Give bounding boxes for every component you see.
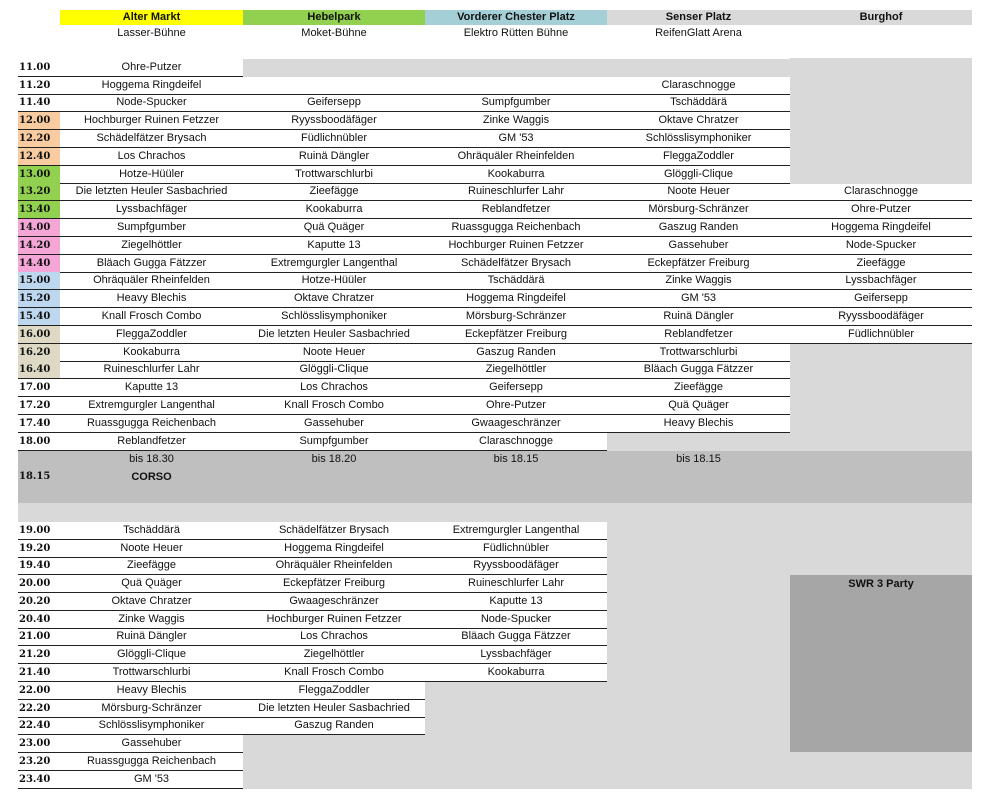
act-cell: Oktave Chratzer — [658, 114, 739, 127]
act-cell: Eckepfätzer Freiburg — [282, 577, 386, 590]
act-cell: Schlösslisymphoniker — [98, 719, 205, 732]
inactive-cell — [790, 166, 972, 184]
act-cell: Extremgurgler Langenthal — [452, 524, 580, 537]
inactive-cell — [243, 771, 425, 789]
stage-header-senser-platz: Senser Platz — [607, 10, 790, 25]
act-cell: Ohräquäler Rheinfelden — [93, 274, 210, 287]
time-slot: 19.20 — [19, 543, 51, 555]
time-slot: 13.20 — [18, 183, 60, 201]
act-cell: Gassehuber — [121, 737, 182, 750]
inactive-cell — [607, 664, 790, 682]
inactive-cell — [425, 700, 607, 718]
act-cell — [243, 77, 425, 95]
inactive-cell — [790, 130, 972, 148]
act-cell: Gassehuber — [668, 239, 729, 252]
act-cell: Heavy Blechis — [663, 417, 734, 430]
act-cell: Extremgurgler Langenthal — [270, 257, 398, 270]
act-cell: Reblandfetzer — [481, 203, 551, 216]
inactive-cell — [607, 717, 790, 735]
inactive-cell — [607, 522, 790, 540]
act-cell: Eckepfätzer Freiburg — [647, 257, 750, 270]
inactive-cell — [790, 557, 972, 575]
act-cell: Hochburger Ruinen Fetzzer — [448, 239, 584, 252]
inactive-cell — [790, 415, 972, 433]
act-cell: Gaszug Randen — [658, 221, 739, 234]
corso-until-senser-platz: bis 18.15 — [676, 453, 721, 465]
act-cell: Ryyssboodäfäger — [473, 559, 559, 572]
inactive-cell — [425, 771, 607, 789]
act-cell: Claraschnogge — [661, 79, 736, 92]
act-cell: Hochburger Ruinen Fetzzer — [266, 613, 402, 626]
act-cell: Füdlichnübler — [482, 542, 550, 555]
inactive-cell — [607, 593, 790, 611]
inactive-cell — [425, 717, 607, 735]
time-slot: 13.00 — [18, 166, 60, 184]
act-cell: Glöggli-Clique — [116, 648, 187, 661]
act-cell: Sumpfgumber — [299, 435, 369, 448]
act-cell: Ohräquäler Rheinfelden — [275, 559, 393, 572]
act-cell: Extremgurgler Langenthal — [88, 399, 215, 412]
inactive-cell — [607, 628, 790, 646]
act-cell: Zieefägge — [127, 559, 176, 572]
act-cell: Schädelfätzer Brysach — [96, 132, 207, 145]
act-cell: Ziegelhöttler — [121, 239, 182, 252]
act-cell: Oktave Chratzer — [293, 292, 375, 305]
act-cell: Heavy Blechis — [116, 292, 187, 305]
act-cell: Sumpfgumber — [116, 221, 187, 234]
time-slot: 16.00 — [18, 326, 60, 344]
inactive-cell — [425, 59, 607, 77]
gap-band — [18, 503, 972, 522]
act-cell: Ryyssboodäfäger — [838, 310, 924, 323]
time-slot: 19.00 — [19, 525, 51, 537]
time-slot: 13.40 — [18, 201, 60, 219]
inactive-cell — [607, 540, 790, 558]
inactive-cell — [607, 771, 790, 789]
act-cell: FleggaZoddler — [298, 684, 370, 697]
time-slot: 22.40 — [19, 720, 51, 732]
inactive-cell — [790, 148, 972, 166]
inactive-cell — [790, 77, 972, 95]
act-cell: Zieefägge — [856, 257, 906, 270]
inactive-cell — [790, 112, 972, 130]
act-cell: Ziegelhöttler — [303, 648, 365, 661]
time-slot: 14.00 — [18, 219, 60, 237]
corso-time: 18.15 — [19, 471, 51, 482]
act-cell: Lyssbachfäger — [115, 203, 188, 216]
inactive-cell — [607, 575, 790, 593]
inactive-cell — [607, 646, 790, 664]
act-cell: Bläach Gugga Fätzzer — [96, 257, 207, 270]
act-cell: Die letzten Heuler Sasbachried — [258, 702, 410, 715]
act-cell: Schädelfätzer Brysach — [460, 257, 572, 270]
act-cell: Hochburger Ruinen Fetzzer — [83, 114, 220, 127]
inactive-cell — [790, 379, 972, 397]
inactive-cell — [607, 682, 790, 700]
time-slot: 17.20 — [19, 400, 51, 412]
act-cell: FleggaZoddler — [116, 328, 187, 341]
inactive-cell — [243, 735, 425, 753]
inactive-cell — [425, 682, 607, 700]
corso-until-alter-markt: bis 18.30 — [129, 453, 174, 465]
act-cell: Ruineschlurfer Lahr — [103, 363, 200, 376]
act-cell: Trottwarschlurbi — [295, 168, 373, 181]
corso-until-hebelpark: bis 18.20 — [311, 453, 357, 465]
time-slot: 23.40 — [19, 774, 51, 786]
act-cell: Gaszug Randen — [476, 346, 556, 359]
act-cell: Zinke Waggis — [665, 274, 732, 287]
act-cell: Glöggli-Clique — [299, 363, 369, 376]
inactive-cell — [243, 59, 425, 77]
act-cell: Ruassgugga Reichenbach — [451, 221, 581, 234]
act-cell: Claraschnogge — [479, 435, 553, 448]
act-cell: Ruassgugga Reichenbach — [86, 417, 217, 430]
act-cell: Füdlichnübler — [847, 328, 915, 341]
time-slot: 12.00 — [18, 112, 60, 130]
act-cell: Ryyssboodäfäger — [291, 114, 377, 127]
act-cell: Knall Frosch Combo — [101, 310, 202, 323]
act-cell: Kaputte 13 — [124, 381, 179, 394]
act-cell: Oktave Chratzer — [111, 595, 192, 608]
time-slot: 12.40 — [18, 148, 60, 166]
corso-until-vorderer-chester-platz: bis 18.15 — [493, 453, 539, 465]
inactive-cell — [790, 433, 972, 451]
act-cell: Bläach Gugga Fätzzer — [643, 363, 754, 376]
act-cell: Kookaburra — [487, 666, 545, 679]
act-cell: GM '53 — [680, 292, 717, 305]
act-cell: Ruineschlurfer Lahr — [468, 577, 564, 590]
act-cell: Noote Heuer — [667, 185, 730, 198]
act-cell: Gassehuber — [304, 417, 364, 430]
act-cell: Eckepfätzer Freiburg — [464, 328, 568, 341]
time-slot: 17.40 — [19, 418, 51, 430]
act-cell: Geifersepp — [489, 381, 543, 394]
stage-header-vorderer-chester-platz: Vorderer Chester Platz — [425, 10, 607, 25]
act-cell: Zieefägge — [309, 185, 359, 198]
act-cell: Ruineschlurfer Lahr — [468, 185, 564, 198]
row-divider — [18, 788, 243, 789]
act-cell: Reblandfetzer — [117, 435, 186, 448]
time-slot: 12.20 — [18, 130, 60, 148]
inactive-cell — [607, 433, 790, 451]
act-cell: Schlösslisymphoniker — [645, 132, 752, 145]
act-cell: Quä Quäger — [303, 221, 365, 234]
inactive-cell — [425, 735, 607, 753]
inactive-cell — [425, 753, 607, 771]
act-cell: Lyssbachfäger — [845, 274, 917, 287]
act-cell: Tschäddärä — [487, 274, 545, 287]
act-cell: Reblandfetzer — [664, 328, 733, 341]
inactive-cell — [790, 59, 972, 77]
act-cell: Sumpfgumber — [481, 96, 551, 109]
act-cell: Noote Heuer — [120, 542, 183, 555]
act-cell: Node-Spucker — [845, 239, 917, 252]
act-cell: Lyssbachfäger — [480, 648, 552, 661]
time-slot: 11.20 — [19, 80, 51, 92]
act-cell: Schlösslisymphoniker — [281, 310, 387, 323]
act-cell: Mörsburg-Schränzer — [101, 702, 202, 715]
act-cell: Glöggli-Clique — [663, 168, 734, 181]
act-cell: Zinke Waggis — [118, 613, 185, 626]
stage-header-hebelpark: Hebelpark — [243, 10, 425, 25]
time-slot: 21.40 — [19, 667, 51, 679]
time-slot: 21.20 — [19, 649, 51, 661]
time-slot: 17.00 — [19, 382, 51, 394]
act-cell: Ruinä Dängler — [298, 150, 370, 163]
time-slot: 16.20 — [18, 344, 60, 362]
inactive-cell — [790, 522, 972, 540]
act-cell: GM '53 — [498, 132, 534, 145]
inactive-cell — [790, 397, 972, 415]
act-cell: Ohräquäler Rheinfelden — [457, 150, 575, 163]
act-cell: Ohre-Putzer — [851, 203, 911, 216]
time-slot: 23.20 — [19, 756, 51, 768]
act-cell: Ruinä Dängler — [116, 630, 187, 643]
swr3-party-label: SWR 3 Party — [848, 578, 914, 590]
act-cell: Geifersepp — [854, 292, 908, 305]
swr3-party-block — [790, 575, 972, 752]
act-cell: Tschäddärä — [123, 524, 180, 537]
act-cell: Gwaageschränzer — [289, 595, 379, 608]
act-cell: Knall Frosch Combo — [284, 666, 384, 679]
stage-header-alter-markt: Alter Markt — [60, 10, 243, 25]
act-cell: Claraschnogge — [844, 185, 918, 198]
act-cell — [425, 77, 607, 95]
inactive-cell — [607, 700, 790, 718]
stage-subtitle-elektro-ruetten-buehne: Elektro Rütten Bühne — [463, 27, 569, 39]
act-cell: Ohre-Putzer — [486, 399, 546, 412]
inactive-cell — [607, 753, 790, 771]
time-slot: 20.20 — [19, 596, 51, 608]
act-cell: Tschäddärä — [670, 96, 727, 109]
act-cell: Hoggema Ringdeifel — [831, 221, 931, 234]
inactive-cell — [790, 771, 972, 789]
time-slot: 20.40 — [19, 614, 51, 626]
inactive-cell — [790, 344, 972, 362]
act-cell: Kookaburra — [123, 346, 180, 359]
act-cell: Knall Frosch Combo — [284, 399, 384, 412]
time-slot: 11.40 — [19, 97, 51, 109]
act-cell: Trottwarschlurbi — [112, 666, 191, 679]
time-slot: 14.20 — [18, 237, 60, 255]
time-slot: 19.40 — [19, 560, 51, 572]
time-slot: 11.00 — [19, 62, 51, 74]
act-cell: Quä Quäger — [668, 399, 729, 412]
stage-subtitle-burghof — [790, 26, 972, 40]
act-cell: Trottwarschlurbi — [659, 346, 738, 359]
corso-label: CORSO — [131, 471, 172, 483]
act-cell: Zinke Waggis — [482, 114, 550, 127]
act-cell: Ruassgugga Reichenbach — [86, 755, 217, 768]
time-slot: 21.00 — [19, 631, 51, 643]
time-slot: 20.00 — [19, 578, 51, 590]
act-cell: FleggaZoddler — [663, 150, 734, 163]
stage-subtitle-moket-buehne: Moket-Bühne — [301, 27, 367, 39]
act-cell: Noote Heuer — [302, 346, 366, 359]
act-cell: Zieefägge — [674, 381, 723, 394]
time-slot: 22.20 — [19, 703, 51, 715]
act-cell: Füdlichnübler — [300, 132, 368, 145]
time-slot: 15.40 — [18, 308, 60, 326]
act-cell: Schädelfätzer Brysach — [278, 524, 390, 537]
act-cell: Kaputte 13 — [307, 239, 361, 252]
time-slot: 22.00 — [19, 685, 51, 697]
inactive-cell — [790, 361, 972, 379]
act-cell: Ziegelhöttler — [485, 363, 547, 376]
act-cell: Mörsburg-Schränzer — [465, 310, 567, 323]
act-cell: Los Chrachos — [117, 150, 186, 163]
act-cell: Kaputte 13 — [489, 595, 543, 608]
act-cell: Quä Quäger — [121, 577, 182, 590]
time-slot: 14.40 — [18, 255, 60, 273]
inactive-cell — [607, 59, 790, 77]
time-slot: 15.20 — [18, 290, 60, 308]
act-cell: Bläach Gugga Fätzzer — [461, 630, 571, 643]
act-cell: Hotze-Hüüler — [119, 168, 184, 181]
inactive-cell — [243, 753, 425, 771]
inactive-cell — [790, 94, 972, 112]
act-cell: Kookaburra — [487, 168, 545, 181]
act-cell: Die letzten Heuler Sasbachried — [75, 185, 228, 198]
inactive-cell — [607, 611, 790, 629]
act-cell: Hoggema Ringdeifel — [466, 292, 566, 305]
act-cell: Die letzten Heuler Sasbachried — [258, 328, 410, 341]
act-cell: Gaszug Randen — [294, 719, 374, 732]
act-cell: Geifersepp — [307, 96, 361, 109]
act-cell: Kookaburra — [305, 203, 363, 216]
act-cell: Ohre-Putzer — [121, 61, 182, 74]
stage-subtitle-reifenglatt-arena: ReifenGlatt Arena — [655, 27, 742, 39]
stage-header-burghof: Burghof — [790, 10, 972, 25]
time-slot: 18.00 — [19, 436, 51, 448]
act-cell: Ruinä Dängler — [663, 310, 734, 323]
inactive-cell — [607, 557, 790, 575]
act-cell: Mörsburg-Schränzer — [648, 203, 749, 216]
time-slot: 16.40 — [18, 361, 60, 379]
act-cell: Node-Spucker — [116, 96, 187, 109]
act-cell: Hotze-Hüüler — [301, 274, 367, 287]
act-cell: Hoggema Ringdeifel — [284, 542, 384, 555]
inactive-cell — [607, 735, 790, 753]
act-cell: Los Chrachos — [300, 381, 368, 394]
act-cell: Hoggema Ringdeifel — [101, 79, 202, 92]
time-slot: 15.00 — [18, 272, 60, 290]
act-cell: Los Chrachos — [300, 630, 368, 643]
time-slot: 23.00 — [19, 738, 51, 750]
act-cell: Gwaageschränzer — [471, 417, 561, 430]
act-cell: GM '53 — [133, 773, 170, 786]
act-cell: Heavy Blechis — [116, 684, 187, 697]
stage-subtitle-lasser-buehne: Lasser-Bühne — [117, 27, 186, 39]
inactive-cell — [790, 753, 972, 771]
inactive-cell — [790, 540, 972, 558]
act-cell: Node-Spucker — [480, 613, 552, 626]
inactive-cell — [790, 58, 972, 60]
